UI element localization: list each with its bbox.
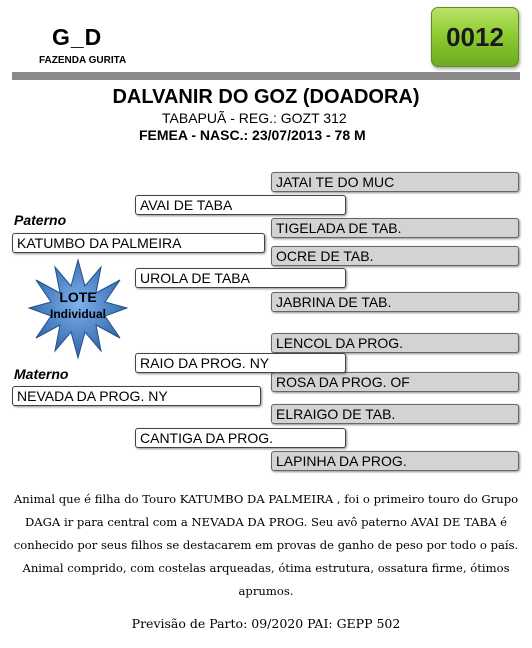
paternal-label: Paterno xyxy=(14,212,67,228)
pedigree-ggp-4: JABRINA DE TAB. xyxy=(271,292,519,312)
pedigree-ggp-8: LAPINHA DA PROG. xyxy=(271,451,519,471)
badge-lote-label: LOTE xyxy=(59,289,97,305)
pedigree-paternal-granddam: UROLA DE TABA xyxy=(135,268,346,288)
pedigree-maternal-grandsire: RAIO DA PROG. NY xyxy=(135,353,346,373)
lot-number-badge: 0012 xyxy=(431,7,519,67)
pedigree-sire: KATUMBO DA PALMEIRA xyxy=(12,233,265,253)
pedigree-ggp-3: OCRE DE TAB. xyxy=(271,246,519,266)
animal-description: Animal que é filha do Touro KATUMBO DA PALMEIRA , foi o primeiro touro do Grupo DAGA ir para central com a NEVADA DA PROG. Seu avô paterno AVAI DE TABA é conhecido por seus filhos se destacarem em provas de ganho de peso por todo o país. Animal comprido, com costelas arqueadas, ótima estrutura, ossatura firme, ótimos aprumos. xyxy=(13,492,519,598)
pedigree-ggp-2: TIGELADA DE TAB. xyxy=(271,218,519,238)
pedigree-dam: NEVADA DA PROG. NY xyxy=(12,386,261,406)
pedigree-maternal-granddam: CANTIGA DA PROG. xyxy=(135,428,346,448)
calving-forecast: Previsão de Parto: 09/2020 PAI: GEPP 502 xyxy=(131,616,401,631)
badge-individual-label: Individual xyxy=(49,307,106,321)
farm-logo: G_D xyxy=(52,24,103,50)
pedigree-ggp-6: ROSA DA PROG. OF xyxy=(271,372,519,392)
header-divider xyxy=(12,72,520,80)
pedigree-ggp-5: LENCOL DA PROG. xyxy=(271,333,519,353)
breed-registration: TABAPUÃ - REG.: GOZT 312 xyxy=(162,110,347,126)
animal-name: DALVANIR DO GOZ (DOADORA) xyxy=(112,86,420,108)
pedigree-paternal-grandsire: AVAI DE TABA xyxy=(135,195,346,215)
sex-birth-date: FEMEA - NASC.: 23/07/2013 - 78 M xyxy=(139,127,366,143)
maternal-label: Materno xyxy=(14,366,69,382)
pedigree-ggp-1: JATAI TE DO MUC xyxy=(271,172,519,192)
farm-name: FAZENDA GURITA xyxy=(39,55,127,66)
pedigree-ggp-7: ELRAIGO DE TAB. xyxy=(271,404,519,424)
